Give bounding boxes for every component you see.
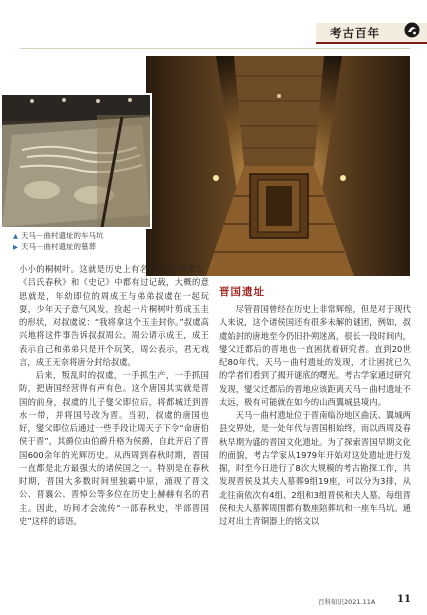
caption-triangle-icon: ▲	[13, 232, 18, 240]
right-column	[219, 303, 411, 528]
paragraph: 后来，叛乱时的叔虞，一手抓生产，一手抓国防，把唐国经营得有声有色。这个唐国其实就是晋国的前身，叔虞的儿子燮父即位后，将都城迁到晋水一带，并将国号改为晋。当初，叔虞的唐国也好，燮父即位后通过一些手段让周天子下令“命唐伯侯于晋”，其爵位由伯爵升格为侯爵，自此开启了晋国600余年的光辉历史。从西周到春秋时期，晋国一直都是北方最强大的诸侯国之一。特别是在春秋时期，晋国大多数时间里独霸中原，涌现了晋文公、晋襄公、晋悼公等多位在历史上赫赫有名的君主。因此，坊间才会流传“一部春秋史，半部晋国史”这样的谚语。	[19, 370, 209, 526]
caption-tomb: ▶ 天马－曲村遗址的墓葬	[13, 242, 96, 251]
left-column	[19, 263, 209, 528]
paragraph: 尽管晋国曾经在历史上非常辉煌，但是对于现代人来说，这个诸侯国还有很多未解的谜团，例如，叔虞始封的唐地至今仍旧扑朔迷离，很长一段时间内，燮父迁都后的晋地也一直困扰着研究者。直到20世纪80年代，天马－曲村遗址的发现，才让困扰已久的学者们看到了揭开谜底的曙光。考古学家通过研究发现，燮父迁都后的晋地应该距离天马－曲村遗址不太远，极有可能就在如今的山西翼城县境内。	[219, 304, 411, 407]
column-logo-icon	[403, 21, 421, 39]
tomb-excavation-photo	[146, 56, 410, 276]
page-number: 11	[397, 594, 411, 605]
caption-chariot-pit: ▲ 天马－曲村遗址的车马坑	[13, 231, 104, 240]
caption-triangle-icon: ▶	[13, 243, 18, 251]
header-rule	[20, 48, 410, 49]
paragraph: 天马－曲村遗址位于晋南临汾地区曲沃、翼城两县交界处，是一处年代与晋国相始终，而以西周及春秋早期为盛的晋国文化遗址。为了探索晋国早期文化的面貌，考古学家从1979年开始对这处遗址进行发掘，时至今日进行了8次大规模的考古勘探工作，共发现晋侯及其夫人墓葬9组19座，可以分为3排，从北往南依次有4组、2组和3组晋侯和夫人墓。每组晋侯和夫人墓葬周围都有数座陪葬坑和一座车马坑。通过对出土青铜器上的铭文以	[219, 410, 411, 526]
chariot-pit-photo	[0, 93, 152, 229]
journal-footer: 百科知识2021.11A	[318, 598, 376, 606]
paragraph: 小小的桐树叶。这就是历史上有名的“桐叶封弟”，《吕氏春秋》和《史记》中都有过记载，大概的意思就是，年幼即位的周成王与弟弟叔虞在一起玩耍，少年天子意气风发，捡起一片桐树叶剪成玉圭的形状，对叔虞说：“我将拿这个玉圭封你。”叔虞高兴地将这件事告诉叔叔周公。周公请示成王，成王表示自己和弟弟只是开个玩笑，周公表示，君无戏言，成王无奈将唐分封给叔虞。	[19, 264, 209, 367]
section-title: 晋国遗址	[219, 286, 265, 298]
column-title: 考古百年	[330, 26, 380, 40]
